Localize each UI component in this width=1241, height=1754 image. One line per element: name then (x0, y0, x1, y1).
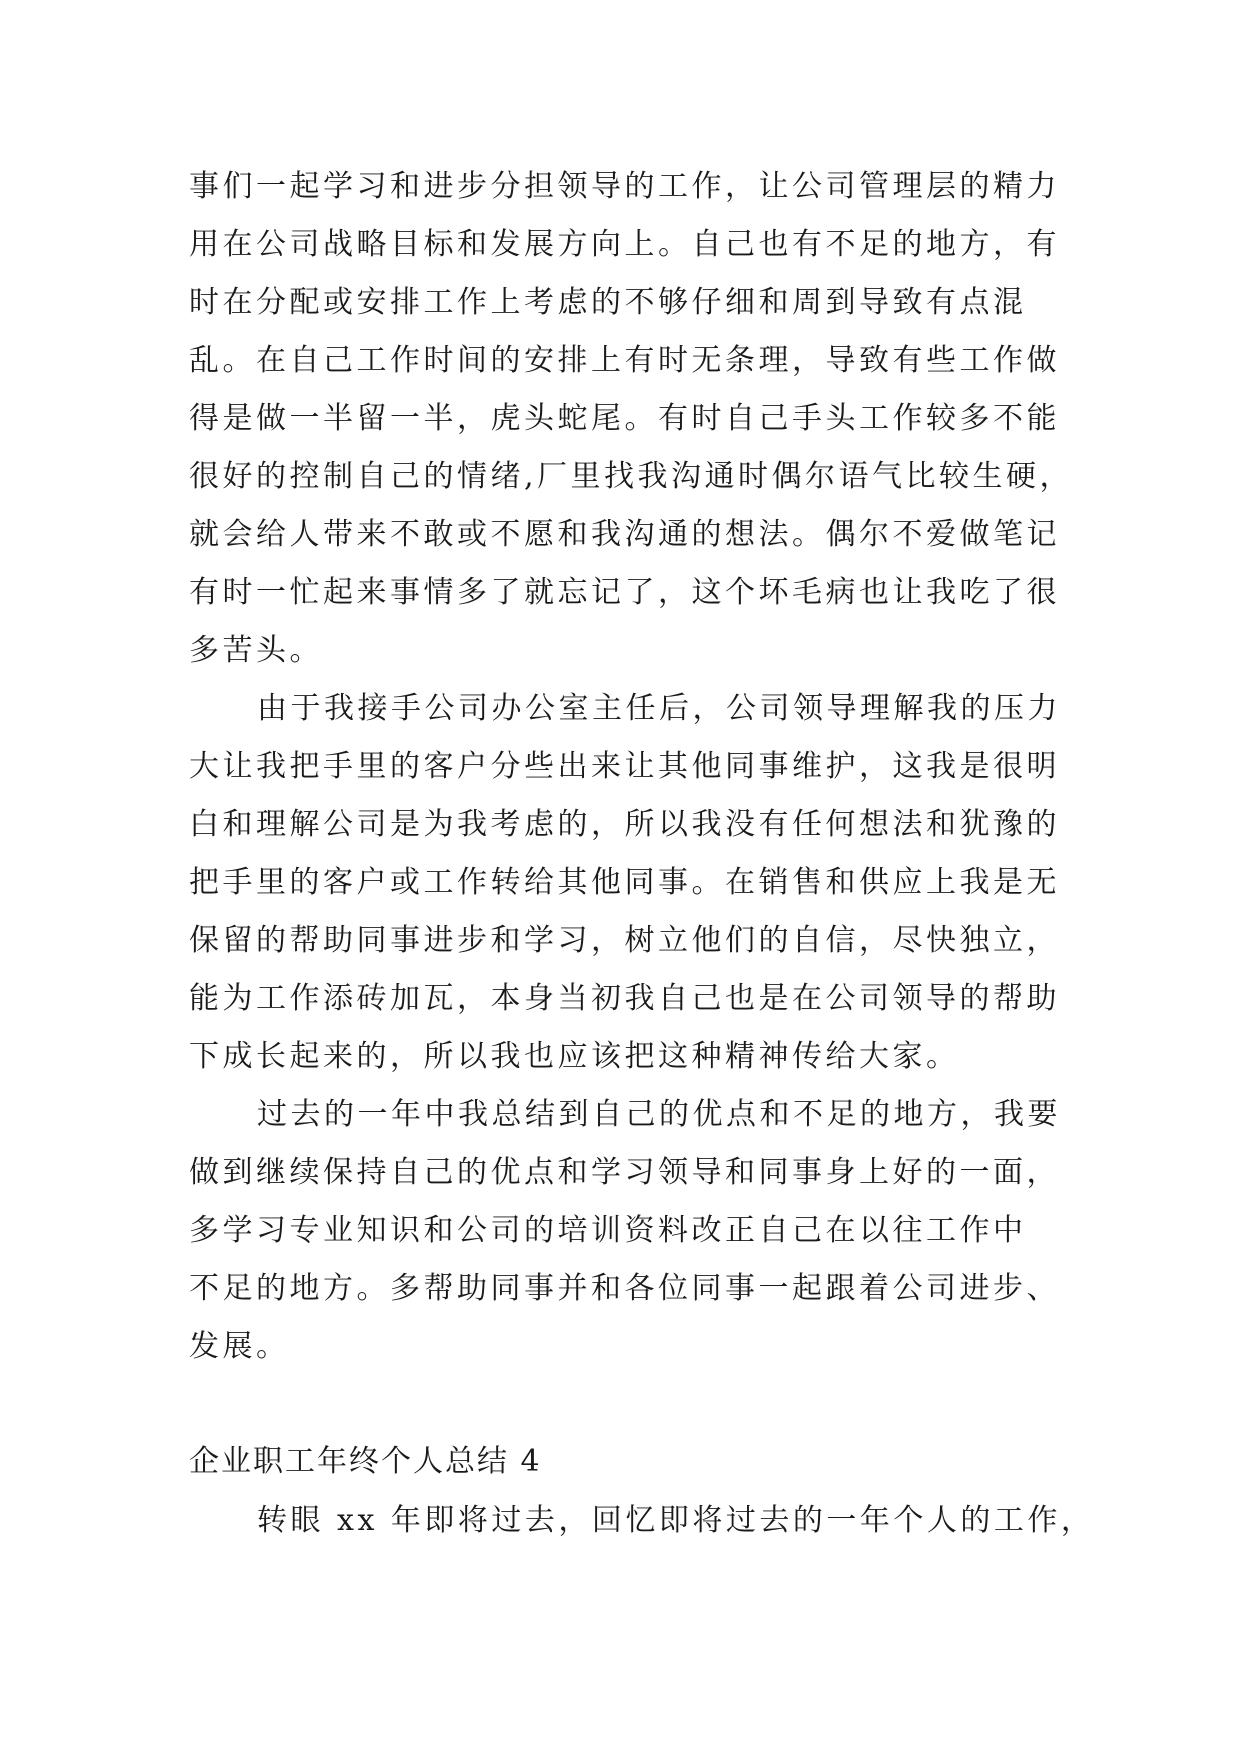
text-line: 过去的一年中我总结到自己的优点和不足的地方，我要 (257, 1097, 1061, 1132)
paragraph-3 (189, 1086, 1069, 1376)
text-line: 下成长起来的，所以我也应该把这种精神传给大家。 (189, 1039, 960, 1074)
text-line: 发展。 (189, 1329, 290, 1364)
document-body (189, 158, 1095, 1550)
text-line: 把手里的客户或工作转给其他同事。在销售和供应上我是无 (189, 865, 1060, 900)
text-line: 保留的帮助同事进步和学习，树立他们的自信，尽快独立， (189, 923, 1060, 958)
section-heading: 企业职工年终个人总结 4 (189, 1444, 542, 1479)
text-line: 做到继续保持自己的优点和学习领导和同事身上好的一面， (189, 1155, 1060, 1190)
text-line: 事们一起学习和进步分担领导的工作，让公司管理层的精力 (189, 169, 1060, 204)
text-line: 大让我把手里的客户分些出来让其他同事维护，这我是很明 (189, 749, 1060, 784)
text-line: 白和理解公司是为我考虑的，所以我没有任何想法和犹豫的 (189, 807, 1060, 842)
section-gap (189, 1376, 1069, 1432)
text-line: 得是做一半留一半，虎头蛇尾。有时自己手头工作较多不能 (189, 401, 1060, 436)
paragraph-1 (189, 158, 1074, 680)
text-line: 时在分配或安排工作上考虑的不够仔细和周到导致有点混 (189, 285, 1027, 320)
text-line: 不足的地方。多帮助同事并和各位同事一起跟着公司进步、 (189, 1271, 1060, 1306)
text-line: 乱。在自己工作时间的安排上有时无条理，导致有些工作做 (189, 343, 1060, 378)
text-line: 就会给人带来不敢或不愿和我沟通的想法。偶尔不爱做笔记 (189, 517, 1060, 552)
paragraph-2 (189, 680, 1069, 1086)
text-line: 多苦头。 (189, 633, 323, 668)
text-line: 用在公司战略目标和发展方向上。自己也有不足的地方，有 (189, 227, 1060, 262)
text-line: 多学习专业知识和公司的培训资料改正自己在以往工作中 (189, 1213, 1027, 1248)
text-line: 由于我接手公司办公室主任后，公司领导理解我的压力 (257, 691, 1061, 726)
paragraph-4 (189, 1492, 1095, 1550)
text-line: 有时一忙起来事情多了就忘记了，这个坏毛病也让我吃了很 (189, 575, 1060, 610)
text-line: 转眼 xx 年即将过去，回忆即将过去的一年个人的工作， (257, 1503, 1095, 1538)
text-line: 能为工作添砖加瓦，本身当初我自己也是在公司领导的帮助 (189, 981, 1060, 1016)
text-line: 很好的控制自己的情绪,厂里找我沟通时偶尔语气比较生硬， (189, 459, 1074, 494)
